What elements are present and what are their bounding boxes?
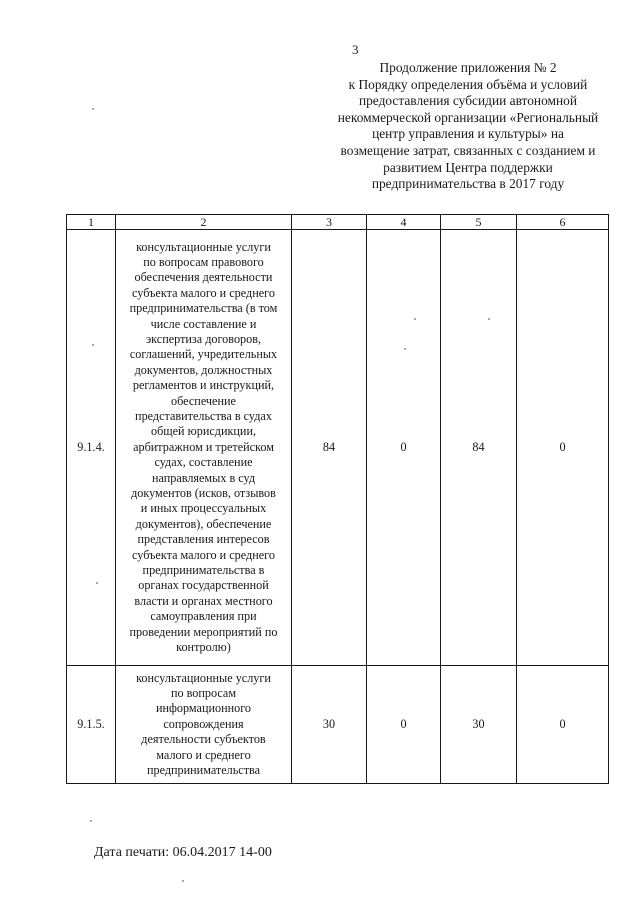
description-line: предпринимательства bbox=[146, 763, 261, 778]
description-line: соглашений, учредительных bbox=[129, 347, 278, 362]
description-line: информационного bbox=[155, 701, 252, 716]
value-cell: 0 bbox=[517, 230, 609, 666]
column-header: 5 bbox=[441, 215, 517, 230]
header-line: некоммерческой организации «Региональный bbox=[337, 109, 599, 125]
description-line: консультационные услуги bbox=[136, 239, 271, 254]
description-line: самоуправления при bbox=[150, 609, 257, 624]
row-number: 9.1.5. bbox=[67, 666, 116, 784]
description-line: консультационные услуги bbox=[136, 670, 271, 685]
page-number: 3 bbox=[352, 42, 359, 57]
description-line: по вопросам правового bbox=[143, 254, 264, 269]
value-cell: 84 bbox=[292, 230, 367, 666]
subsidy-table bbox=[66, 214, 609, 784]
header-line: центр управления и культуры» на bbox=[372, 126, 564, 142]
description-line: сопровождения bbox=[163, 716, 244, 731]
value-cell: 0 bbox=[517, 666, 609, 784]
description-line: предпринимательства (в том bbox=[129, 301, 278, 316]
header-line: предоставления субсидии автономной bbox=[358, 93, 578, 109]
description-line: и иных процессуальных bbox=[140, 501, 267, 516]
table-row bbox=[67, 666, 609, 784]
description-line: документов), обеспечение bbox=[135, 516, 272, 531]
description-line: обеспечения деятельности bbox=[134, 270, 273, 285]
appendix-header bbox=[316, 60, 620, 193]
table-header-row bbox=[67, 215, 609, 230]
description-line: малого и среднего bbox=[156, 747, 251, 762]
value-cell: 30 bbox=[292, 666, 367, 784]
description-line: обеспечение bbox=[171, 393, 236, 408]
row-description bbox=[116, 666, 292, 784]
description-line: арбитражном и третейском bbox=[133, 439, 274, 454]
column-header: 1 bbox=[67, 215, 116, 230]
table-row bbox=[67, 230, 609, 666]
header-line: предпринимательства в 2017 году bbox=[371, 176, 565, 192]
description-line: документов, должностных bbox=[134, 362, 273, 377]
description-line: субъекта малого и среднего bbox=[132, 547, 275, 562]
description-line: общей юрисдикции, bbox=[150, 424, 257, 439]
header-line: к Порядку определения объёма и условий bbox=[348, 76, 588, 92]
description-line: власти и органах местного bbox=[134, 593, 273, 608]
print-date: Дата печати: 06.04.2017 14-00 bbox=[94, 845, 272, 860]
value-cell: 0 bbox=[367, 230, 441, 666]
header-line: Продолжение приложения № 2 bbox=[379, 60, 557, 75]
description-line: числе составление и bbox=[150, 316, 257, 331]
column-header: 2 bbox=[116, 215, 292, 230]
header-line: возмещение затрат, связанных с созданием и bbox=[340, 142, 596, 158]
header-line: развитием Центра поддержки bbox=[383, 159, 553, 175]
description-line: представительства в судах bbox=[135, 408, 272, 423]
description-line: документов (исков, отзывов bbox=[131, 486, 276, 501]
description-line: деятельности субъектов bbox=[141, 732, 266, 747]
value-cell: 84 bbox=[441, 230, 517, 666]
value-cell: 0 bbox=[367, 666, 441, 784]
description-line: направляемых в суд bbox=[151, 470, 256, 485]
scan-speck bbox=[182, 880, 184, 882]
row-number: 9.1.4. bbox=[67, 230, 116, 666]
description-line: предпринимательства в bbox=[142, 563, 265, 578]
description-line: субъекта малого и среднего bbox=[132, 285, 275, 300]
column-header: 6 bbox=[517, 215, 609, 230]
value-cell: 30 bbox=[441, 666, 517, 784]
description-line: проведении мероприятий по bbox=[129, 624, 278, 639]
row-description bbox=[116, 230, 292, 666]
description-line: регламентов и инструкций, bbox=[132, 378, 275, 393]
description-line: органах государственной bbox=[138, 578, 269, 593]
description-line: экспертиза договоров, bbox=[145, 331, 262, 346]
column-header: 3 bbox=[292, 215, 367, 230]
description-line: контролю) bbox=[176, 640, 231, 655]
scan-speck bbox=[92, 108, 94, 110]
description-line: по вопросам bbox=[170, 685, 237, 700]
description-line: представления интересов bbox=[137, 532, 270, 547]
column-header: 4 bbox=[367, 215, 441, 230]
scan-speck bbox=[90, 820, 92, 822]
description-line: судах, составление bbox=[154, 455, 253, 470]
